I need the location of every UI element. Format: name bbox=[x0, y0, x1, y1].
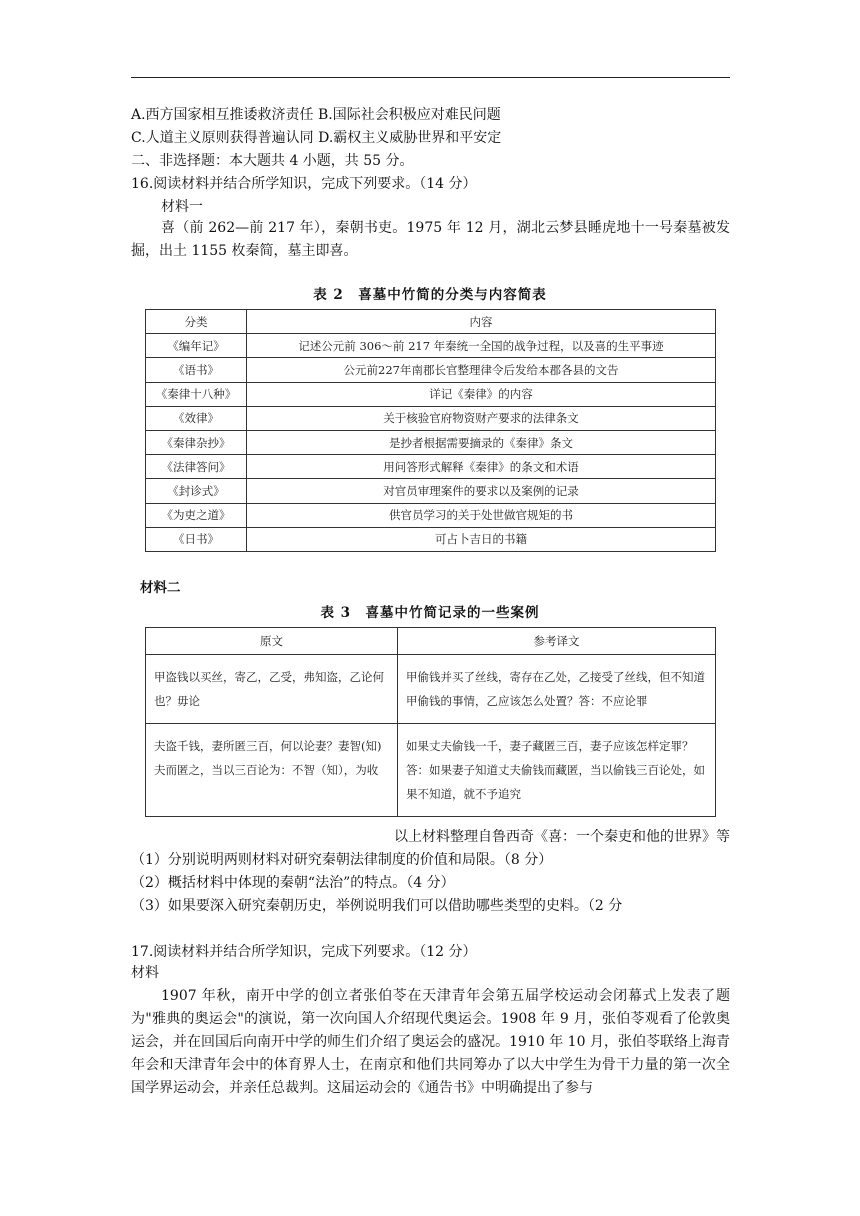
q16-subquestion-3: （3）如果要深入研究秦朝历史，举例说明我们可以借助哪些类型的史料。（2 分 bbox=[131, 898, 623, 914]
table-header-row bbox=[146, 628, 716, 655]
option-line-cd: C.人道主义原则获得普遍认同 D.霸权主义威胁世界和平安定 bbox=[131, 130, 502, 146]
table2-cell-category: 《日书》 bbox=[146, 527, 247, 551]
table3-cell-original: 甲盗钱以买丝，寄乙，乙受，弗知盗，乙论何也？毋论 bbox=[146, 655, 398, 724]
table2-cell-content: 供官员学习的关于处世做官规矩的书 bbox=[247, 503, 716, 527]
q16-subquestion-2: （2）概括材料中体现的秦朝“法治”的特点。（4 分） bbox=[131, 875, 455, 891]
table2-cell-content: 公元前227年南郡长官整理律令后发给本郡各县的文告 bbox=[247, 358, 716, 382]
table2-cell-content: 详记《秦律》的内容 bbox=[247, 382, 716, 406]
q16-stem: 16.阅读材料并结合所学知识，完成下列要求。（14 分） bbox=[131, 176, 477, 192]
table2-cell-category: 《为吏之道》 bbox=[146, 503, 247, 527]
table3-cell-original: 夫盗千钱，妻所匿三百，何以论妻？妻智(知)夫而匿之，当以三百论为：不智（知），为收 bbox=[146, 724, 398, 817]
table-row bbox=[146, 455, 716, 479]
table2-cell-category: 《语书》 bbox=[146, 358, 247, 382]
q16-material2-label: 材料二 bbox=[140, 580, 181, 596]
table2-cell-content: 关于核验官府物资财产要求的法律条文 bbox=[247, 406, 716, 430]
q16-material1-text: 喜（前 262—前 217 年），秦朝书吏。1975 年 12 月，湖北云梦县睡虎地十一号秦墓被发掘，出土 1155 枚秦简，墓主即喜。 bbox=[131, 220, 730, 259]
table2-cell-content: 用问答形式解释《秦律》的条文和术语 bbox=[247, 455, 716, 479]
table-row bbox=[146, 334, 716, 358]
table2-cell-content: 是抄者根据需要摘录的《秦律》条文 bbox=[247, 430, 716, 454]
table2-header-category: 分类 bbox=[146, 310, 247, 334]
table-header-row bbox=[146, 310, 716, 334]
table-row bbox=[146, 724, 716, 817]
table3-caption: 表 3 喜墓中竹简记录的一些案例 bbox=[320, 605, 540, 621]
q16-material1-label: 材料一 bbox=[161, 199, 203, 215]
header-rule bbox=[131, 77, 730, 78]
table-row bbox=[146, 382, 716, 406]
table2-cell-category: 《封诊式》 bbox=[146, 479, 247, 503]
table2-caption: 表 2 喜墓中竹简的分类与内容简表 bbox=[313, 287, 547, 303]
table3-cell-translation: 甲偷钱并买了丝线，寄存在乙处，乙接受了丝线，但不知道甲偷钱的事情，乙应该怎么处置？答：不应论罪 bbox=[398, 655, 716, 724]
q17-material-text: 1907 年秋，南开中学的创立者张伯苓在天津青年会第五届学校运动会闭幕式上发表了题为"雅典的奥运会"的演说，第一次向国人介绍现代奥运会。1908 年 9 月，张伯苓观看了伦敦奥运会，并在回国后向南开中学的师生们介绍了奥运会的盛况。1910 年 10 月，张伯苓联络上海青年会和天津青年会中的体育界人士，在南京和他们共同筹办了以大中学生为骨干力量的第一次全国学界运动会，并亲任总裁判。这届运动会的《通告书》中明确提出了参与 bbox=[131, 988, 730, 1096]
table2-header-content: 内容 bbox=[247, 310, 716, 334]
table2-cell-category: 《编年记》 bbox=[146, 334, 247, 358]
table3-header-original: 原文 bbox=[146, 628, 398, 655]
table-row bbox=[146, 430, 716, 454]
table2-cell-content: 记述公元前 306～前 217 年秦统一全国的战争过程，以及喜的生平事迹 bbox=[247, 334, 716, 358]
table2-cell-content: 可占卜吉日的书籍 bbox=[247, 527, 716, 551]
q16-source-note: 以上材料整理自鲁西奇《喜：一个秦吏和他的世界》等 bbox=[394, 829, 730, 845]
table2-cell-category: 《秦律十八种》 bbox=[146, 382, 247, 406]
table2-cell-category: 《法律答问》 bbox=[146, 455, 247, 479]
table-row bbox=[146, 655, 716, 724]
table2-cell-content: 对官员审理案件的要求以及案例的记录 bbox=[247, 479, 716, 503]
table3-cell-translation: 如果丈夫偷钱一千，妻子藏匿三百，妻子应该怎样定罪？答：如果妻子知道丈夫偷钱而藏匿，当以偷钱三百论处，如果不知道，就不予追究 bbox=[398, 724, 716, 817]
table2 bbox=[145, 309, 716, 552]
table-row bbox=[146, 358, 716, 382]
q17-stem: 17.阅读材料并结合所学知识，完成下列要求。（12 分） bbox=[131, 944, 477, 960]
table3-header-translation: 参考译文 bbox=[398, 628, 716, 655]
table-row bbox=[146, 406, 716, 430]
table2-cell-category: 《秦律杂抄》 bbox=[146, 430, 247, 454]
option-line-ab: A.西方国家相互推诿救济责任 B.国际社会积极应对难民问题 bbox=[131, 107, 501, 123]
table2-cell-category: 《效律》 bbox=[146, 406, 247, 430]
table-row bbox=[146, 479, 716, 503]
q17-material-label: 材料 bbox=[131, 965, 159, 981]
section-title: 二、非选择题：本大题共 4 小题，共 55 分。 bbox=[131, 153, 414, 169]
table3 bbox=[145, 627, 716, 817]
table-row bbox=[146, 527, 716, 551]
table-row bbox=[146, 503, 716, 527]
q16-subquestion-1: （1）分别说明两则材料对研究秦朝法律制度的价值和局限。（8 分） bbox=[131, 852, 553, 868]
